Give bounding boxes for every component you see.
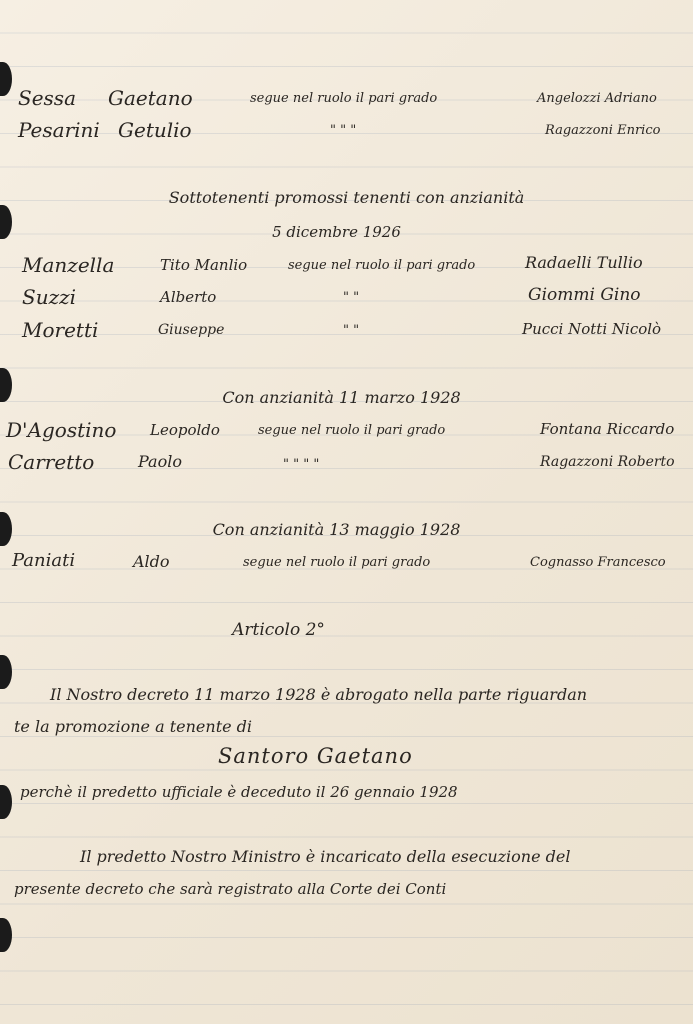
first-name: Aldo [133,552,170,571]
after-name: Ragazzoni Roberto [540,454,675,470]
surname: Carretto [8,450,95,474]
article-title: Articolo 2° [232,620,325,640]
rule-text: " " " " [283,457,320,472]
rule-text: segue nel ruolo il pari grado [250,91,438,106]
surname: Suzzi [22,285,77,309]
after-name: Fontana Riccardo [540,420,675,438]
section-heading: Sottotenenti promossi tenenti con anzianità [168,188,525,207]
surname: Pesarini [18,118,100,142]
surname: Paniati [12,550,76,571]
first-name: Gaetano [108,86,193,110]
section-date: 5 dicembre 1926 [272,223,401,241]
paragraph-line: presente decreto che sarà registrato alla Corte dei Conti [14,880,447,898]
rule-text: segue nel ruolo il pari grado [243,555,431,570]
rule-text: " " " [330,123,357,138]
paragraph-line: te la promozione a tenente di [14,717,253,736]
surname: Manzella [22,253,115,277]
first-name: Tito Manlio [160,256,248,274]
after-name: Giommi Gino [528,285,641,305]
first-name: Giuseppe [158,322,225,338]
after-name: Cognasso Francesco [530,555,666,570]
after-name: Ragazzoni Enrico [545,123,661,138]
first-name: Leopoldo [150,421,220,439]
first-name: Paolo [138,452,182,471]
section-heading: Con anzianità 11 marzo 1928 [222,388,461,407]
rule-text: " " [343,290,360,305]
rule-text: " " [343,323,360,338]
first-name: Alberto [160,288,217,306]
paragraph-line: Il predetto Nostro Ministro è incaricato della esecuzione del [80,847,571,866]
surname: Moretti [22,318,99,342]
binding-hole [0,655,12,689]
binding-hole [0,785,12,819]
surname: Sessa [18,86,76,110]
first-name: Getulio [118,118,192,142]
binding-hole [0,62,12,96]
surname: D'Agostino [6,418,117,442]
after-name: Radaelli Tullio [525,253,643,272]
paragraph-line: perchè il predetto ufficiale è deceduto il 26 gennaio 1928 [20,783,458,801]
section-heading: Con anzianità 13 maggio 1928 [212,520,461,539]
paragraph-line: Il Nostro decreto 11 marzo 1928 è abrogato nella parte riguardan [50,685,588,704]
binding-hole [0,918,12,952]
rule-text: segue nel ruolo il pari grado [288,258,476,273]
after-name: Angelozzi Adriano [537,91,657,106]
rule-text: segue nel ruolo il pari grado [258,423,446,438]
named-officer: Santoro Gaetano [218,744,413,768]
after-name: Pucci Notti Nicolò [522,320,662,338]
